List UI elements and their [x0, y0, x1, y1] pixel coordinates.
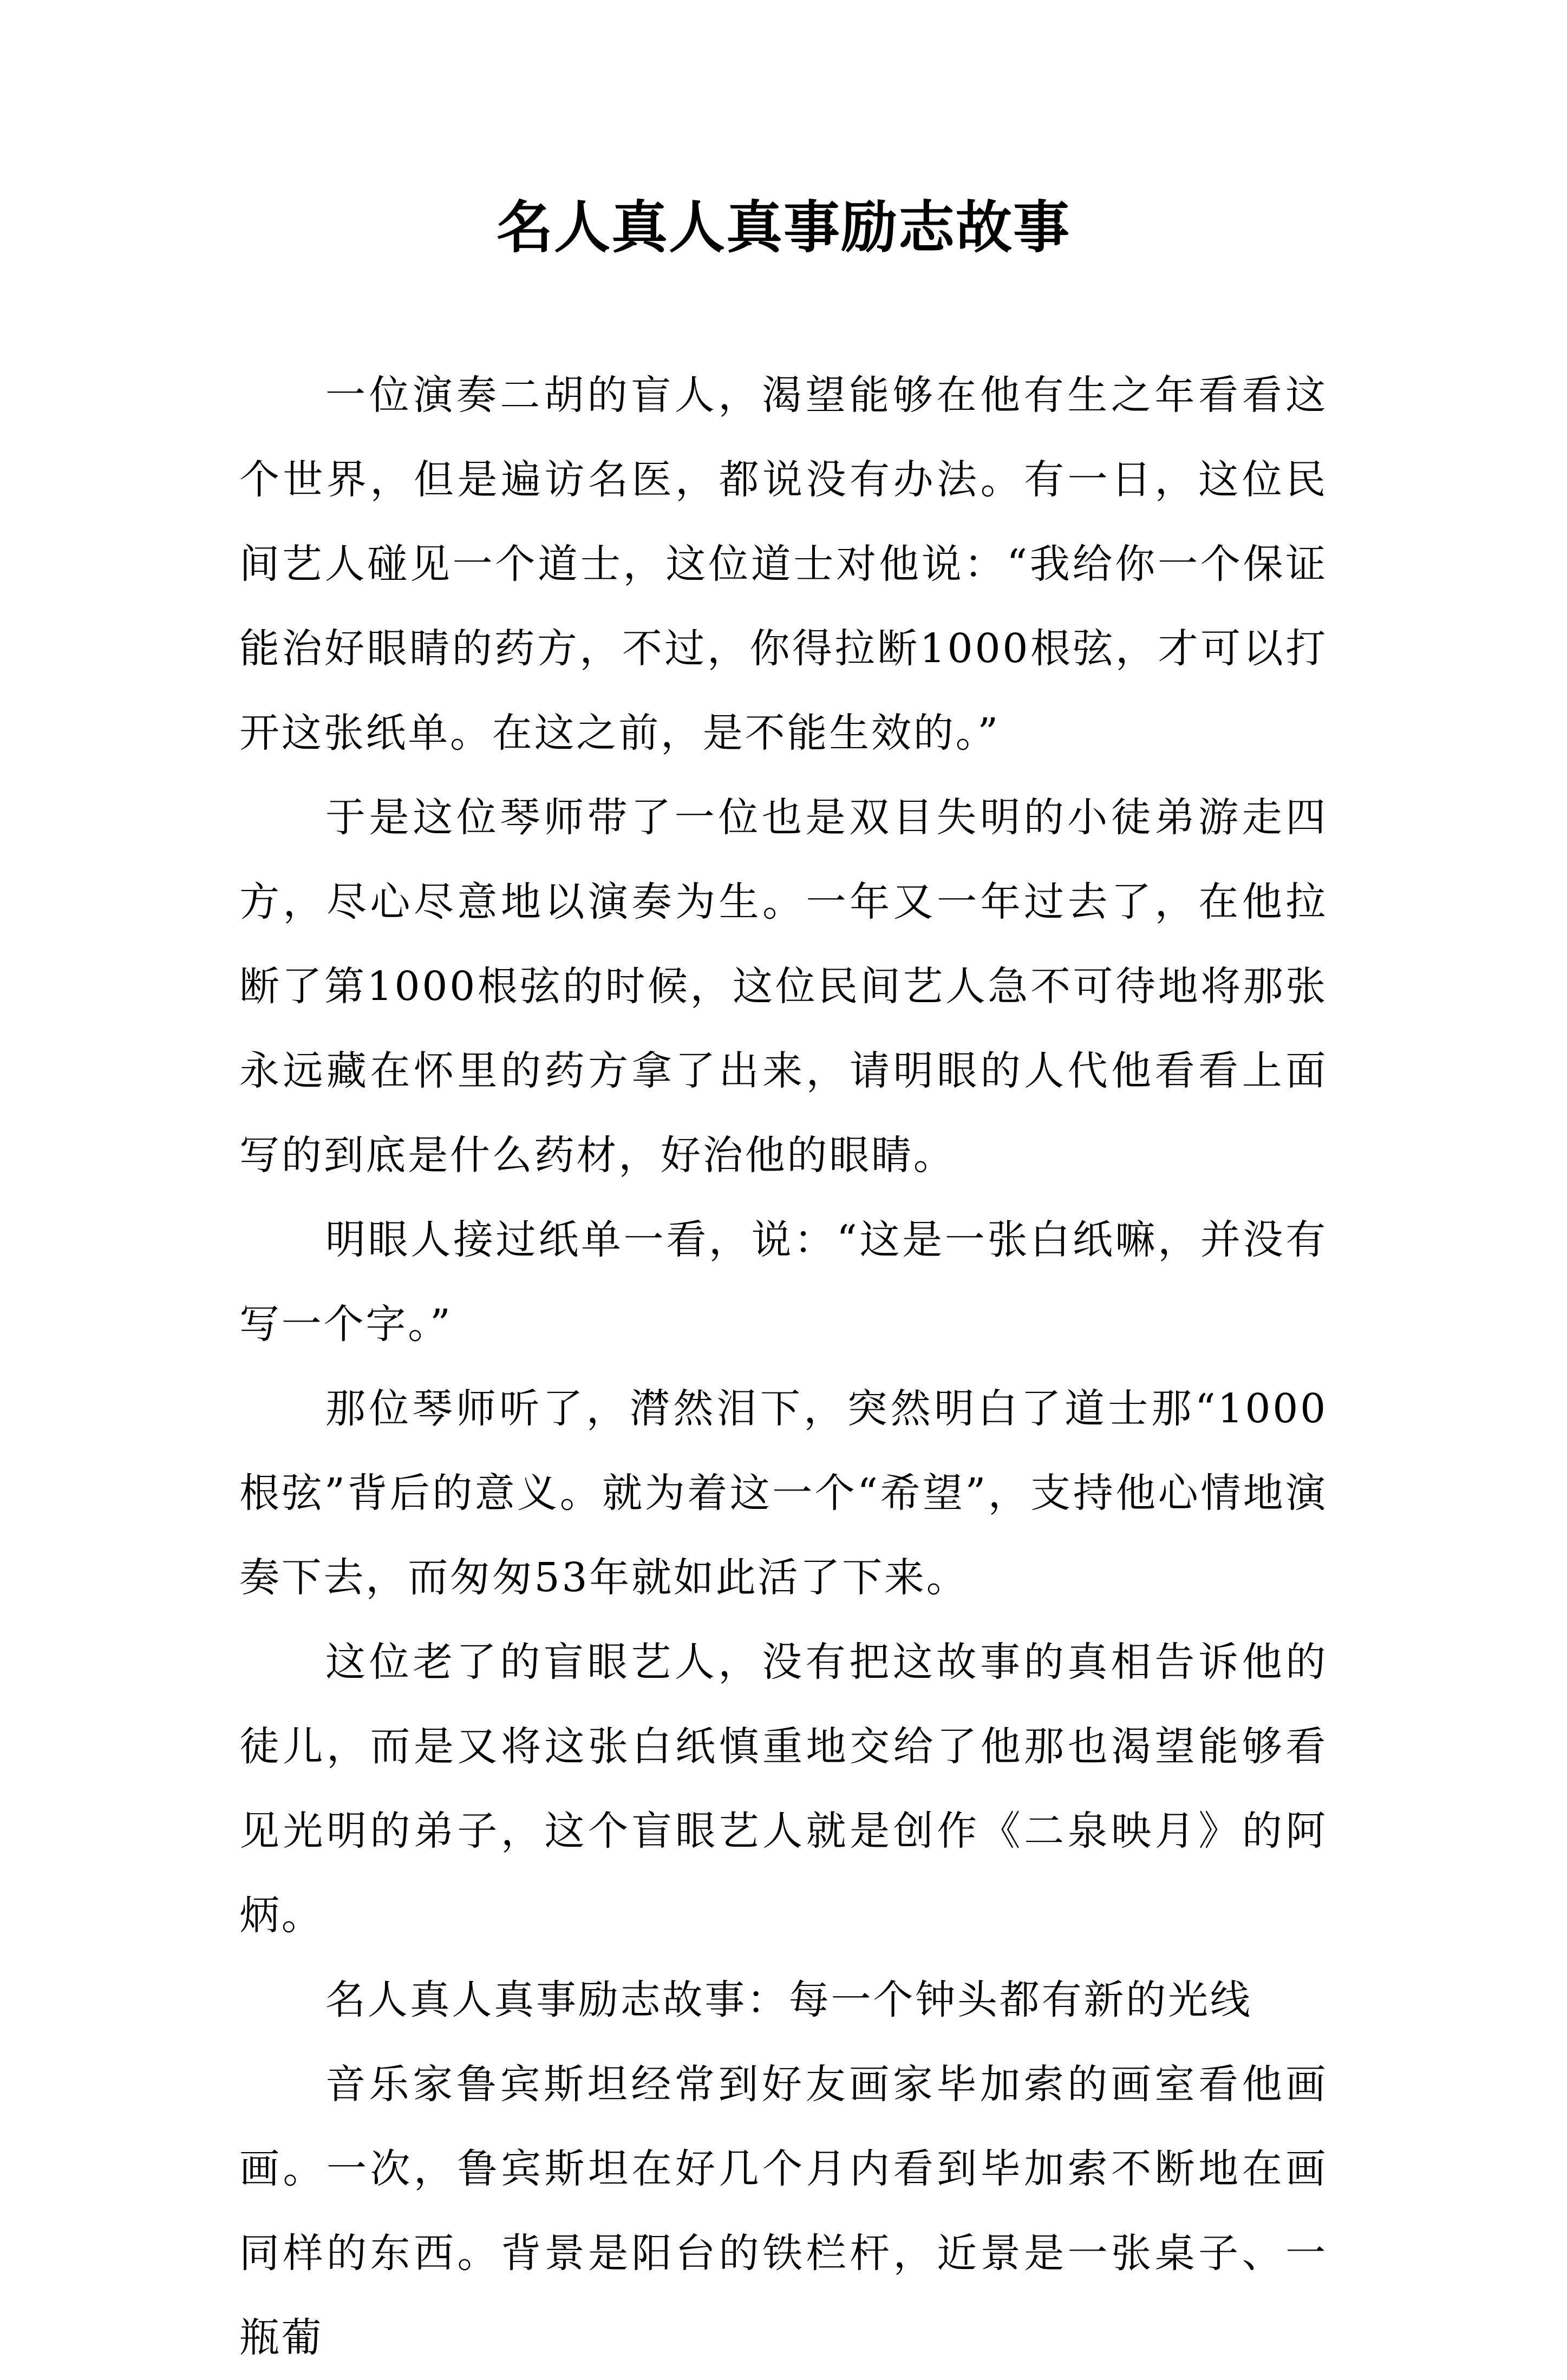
section-heading: 名人真人真事励志故事：每一个钟头都有新的光线	[325, 1977, 1252, 2023]
paragraph: 音乐家鲁宾斯坦经常到好友画家毕加索的画室看他画画。一次，鲁宾斯坦在好几个月内看到毕加索不断地在画同样的东西。背景是阳台的铁栏杆，近景是一张桌子、一瓶葡	[239, 2061, 1328, 2361]
paragraph: 一位演奏二胡的盲人，渴望能够在他有生之年看看这个世界，但是遍访名医，都说没有办法。有一日，这位民间艺人碰见一个道士，这位道士对他说：“我给你一个保证能治好眼睛的药方，不过，你得拉断1000根弦，才可以打开这张纸单。在这之前，是不能生效的。”	[239, 372, 1328, 756]
paragraph: 于是这位琴师带了一位也是双目失明的小徒弟游走四方，尽心尽意地以演奏为生。一年又一年过去了，在他拉断了第1000根弦的时候，这位民间艺人急不可待地将那张永远藏在怀里的药方拿了出来，请明眼的人代他看看上面写的到底是什么药材，好治他的眼睛。	[239, 794, 1328, 1179]
paragraph: 那位琴师听了，潸然泪下，突然明白了道士那“1000根弦”背后的意义。就为着这一个“希望”，支持他心情地演奏下去，而匆匆53年就如此活了下来。	[239, 1385, 1328, 1601]
document-title: 名人真人真事励志故事	[496, 194, 1070, 260]
document-body	[239, 353, 1328, 2380]
paragraph: 这位老了的盲眼艺人，没有把这故事的真相告诉他的徒儿，而是又将这张白纸慎重地交给了他那也渴望能够看见光明的弟子，这个盲眼艺人就是创作《二泉映月》的阿炳。	[239, 1639, 1328, 1939]
paragraph: 明眼人接过纸单一看，说：“这是一张白纸嘛，并没有写一个字。”	[239, 1217, 1328, 1348]
